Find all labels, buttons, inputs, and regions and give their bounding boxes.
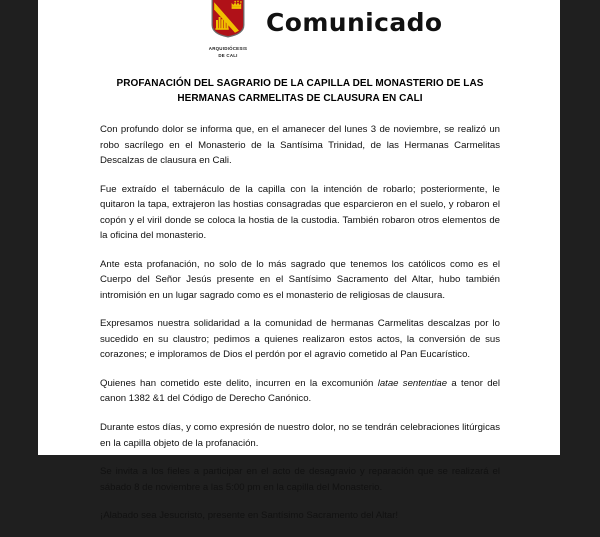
document-body (100, 76, 500, 537)
paragraph-8: ¡Alabado sea Jesucristo, presente en Santísimo Sacramento del Altar! (100, 510, 399, 522)
paragraph-6: Durante estos días, y como expresión de nuestro dolor, no se tendrán celebraciones litúrgicas en la capilla objeto de la profanación. (100, 421, 500, 449)
crest-caption: ARQUIDIÓCESIS DE CALI (208, 46, 248, 58)
archdiocese-coat-of-arms-icon (211, 0, 245, 38)
paragraph-5 (100, 376, 500, 407)
paragraph-7: Se invita a los fieles a participar en el acto de desagravio y reparación que se realizará el sábado 8 de noviembre a las 5:00 pm en la capilla del Monasterio. (100, 466, 500, 493)
document-page (38, 0, 560, 522)
letterhead (38, 0, 560, 72)
paragraph-5-text-before: Quienes han cometido este delito, incurren en la excomunión (100, 377, 378, 389)
page-title: PROFANACIÓN DEL SAGRARIO DE LA CAPILLA DEL MONASTERIO DE LAS HERMANAS CARMELITAS DE CLAUSURA EN CALI (116, 78, 484, 104)
paragraph-5-text-after: a tenor del canon 1382 &1 del Código de Derecho Canónico. (100, 377, 500, 405)
paragraph-3: Ante esta profanación, no solo de lo más sagrado que tenemos los católicos como es el Cuerpo del Señor Jesús presente en el Santísimo Sacramento del Altar, hubo también intromisión en un lugar sagrado como es el monasterio de religiosas de clausura. (100, 258, 500, 301)
crest-block (200, 0, 256, 60)
paragraph-4: Expresamos nuestra solidaridad a la comunidad de hermanas Carmelitas descalzas por lo sucedido en su claustro; pedimos a quienes realizaron estos actos, la conversión de sus corazones; e imploramos de Dios el perdón por el agravio cometido al Pan Eucarístico. (100, 318, 500, 361)
paragraph-1: Con profundo dolor se informa que, en el amanecer del lunes 3 de noviembre, se realizó un robo sacrílego en el Monasterio de la Santísima Trinidad, de las Hermanas Carmelitas Descalzas de clausura en Cali. (100, 124, 500, 167)
document-heading: Comunicado (266, 8, 443, 37)
canon-latin-term: latae sententiae (377, 377, 448, 389)
paragraph-2: Fue extraído el tabernáculo de la capilla con la intención de robarlo; posteriormente, le quitaron la tapa, extrajeron las hostias consagradas que esparcieron en el suelo, y robaron el copón y el viril donde se coloca la hostia de la custodia. También robaron otros elementos de la oficina del monasterio. (100, 183, 500, 242)
